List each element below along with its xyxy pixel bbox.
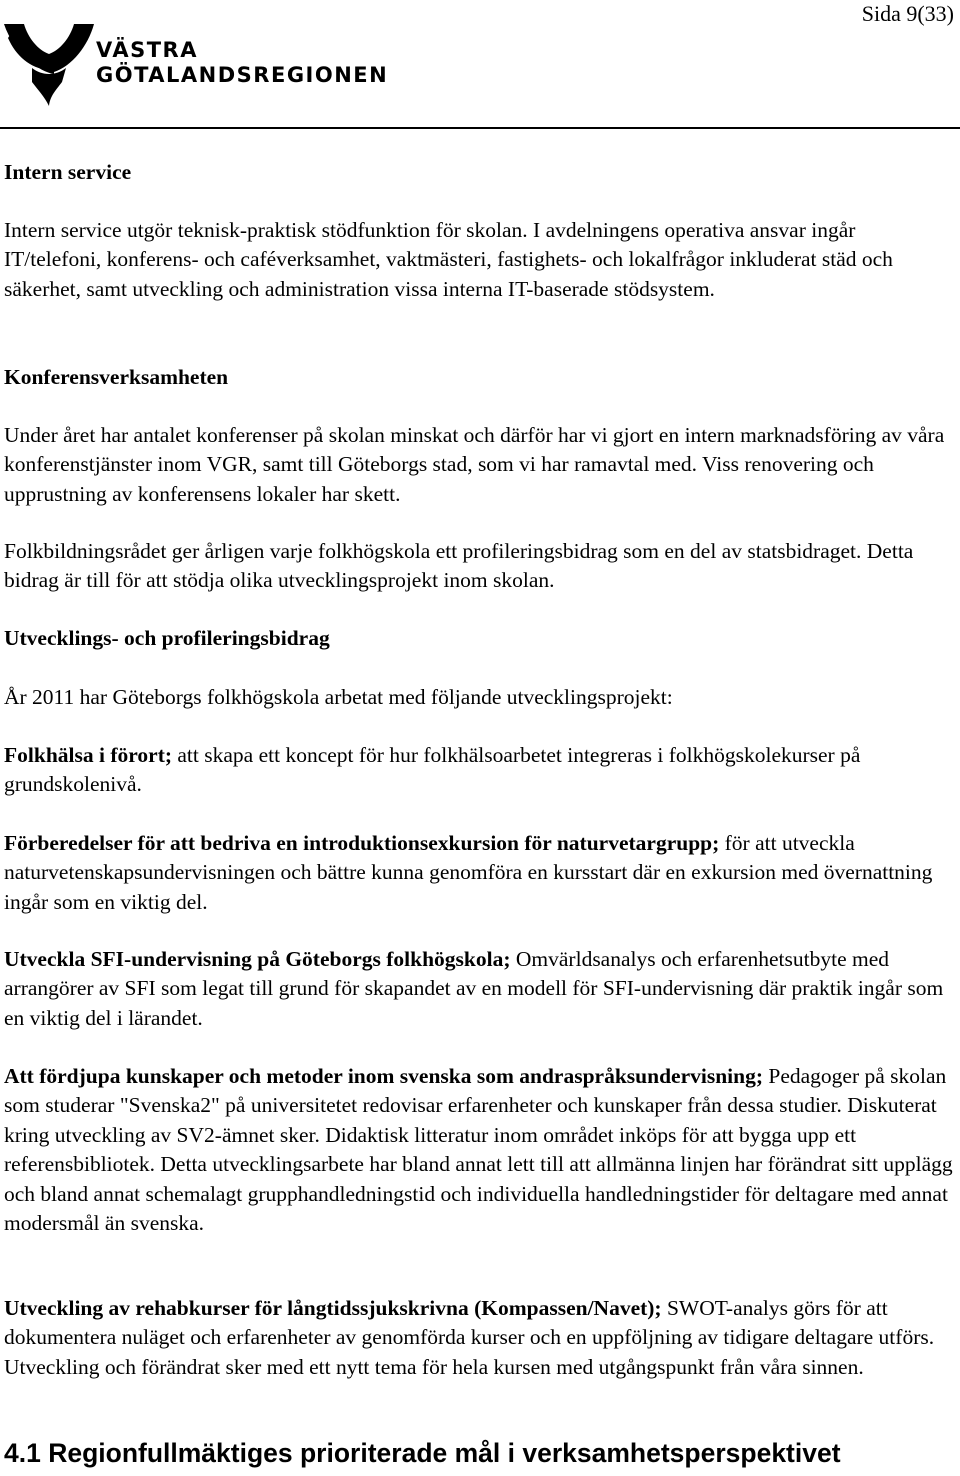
project-title: Folkhälsa i förort; (4, 743, 173, 767)
project-title: Utveckling av rehabkurser för långtidssjukskrivna (Kompassen/Navet); (4, 1296, 662, 1320)
project-text: Omvärldsanalys och erfarenhetsutbyte med arrangörer av SFI som legat till grund för skapandet av en modell för SFI-undervisning där praktik ingår som en viktig del i lärandet. (4, 947, 944, 1030)
project-text: SWOT-analys görs för att dokumentera nuläget och erfarenheter av genomförda kurser och en uppföljning av tidigare deltagare utförs. Utveckling och förändrat sker med ett nytt tema för hela kursen med utgångspunkt från våra sinnen. (4, 1296, 935, 1379)
project-item (4, 945, 954, 1033)
project-item (4, 1294, 954, 1382)
project-title: Utveckla SFI-undervisning på Göteborgs folkhögskola; (4, 947, 511, 971)
logo-line-1: VÄSTRA (96, 38, 198, 62)
heading-utveckling: Utvecklings- och profileringsbidrag (4, 626, 330, 650)
project-text: att skapa ett koncept för hur folkhälsoarbetet integreras i folkhögskolekurser på grundskolenivå. (4, 743, 861, 797)
project-text: Pedagoger på skolan som studerar "Svenska2" på universitetet redovisar erfarenheter och kunskaper från dessa studier. Diskuterat kring utveckling av SV2-ämnet sker. Didaktisk litteratur inom området inköps för att bygga upp ett referensbibliotek. Detta utvecklingsarbete har bland annat lett till att allmänna linjen har förändrat sitt upplägg och bland annat schemalagt grupphandledningstid och individuella handledningstider för deltagare med annat modersmål än svenska. (4, 1064, 953, 1236)
header-divider (0, 127, 960, 129)
heading-intern-service: Intern service (4, 160, 132, 184)
project-title: Förberedelser för att bedriva en introduktionsexkursion för naturvetargrupp; (4, 831, 720, 855)
page-number: Sida 9(33) (861, 1, 954, 26)
logo-line-2: GÖTALANDSREGIONEN (96, 63, 389, 87)
heading-chapter-4-1: 4.1 Regionfullmäktiges prioriterade mål i verksamhetsperspektivet (4, 1438, 841, 1468)
project-item (4, 1062, 954, 1238)
project-title: Att fördjupa kunskaper och metoder inom svenska som andraspråksundervisning; (4, 1064, 763, 1088)
paragraph-konferens: Under året har antalet konferenser på skolan minskat och därför har vi gjort en intern marknadsföring av våra konferenstjänster inom VGR, samt till Göteborgs stad, som vi har ramavtal med. Viss renovering och upprustning av konferensens lokaler har skett. (4, 423, 945, 506)
paragraph-utveckling-intro: År 2011 har Göteborgs folkhögskola arbetat med följande utvecklingsprojekt: (4, 685, 673, 709)
logo-emblem-icon (4, 24, 94, 106)
vgr-logo (4, 24, 389, 106)
project-item (4, 741, 954, 800)
paragraph-folkbildningsradet: Folkbildningsrådet ger årligen varje folkhögskola ett profileringsbidrag som en del av statsbidraget. Detta bidrag är till för att stödja olika utvecklingsprojekt inom skolan. (4, 539, 914, 593)
heading-konferens: Konferensverksamheten (4, 365, 229, 389)
paragraph-intern-service: Intern service utgör teknisk-praktisk stödfunktion för skolan. I avdelningens operativa ansvar ingår IT/telefoni, konferens- och caféverksamhet, vaktmästeri, fastighets- och lokalfrågor inkluderat städ och säkerhet, samt utveckling och administration vissa interna IT-baserade stödsystem. (4, 218, 893, 301)
project-item (4, 829, 954, 917)
project-text: för att utveckla naturvetenskapsundervisningen och bättre kunna genomföra en kursstart där en exkursion med övernattning ingår som en viktig del. (4, 831, 933, 914)
